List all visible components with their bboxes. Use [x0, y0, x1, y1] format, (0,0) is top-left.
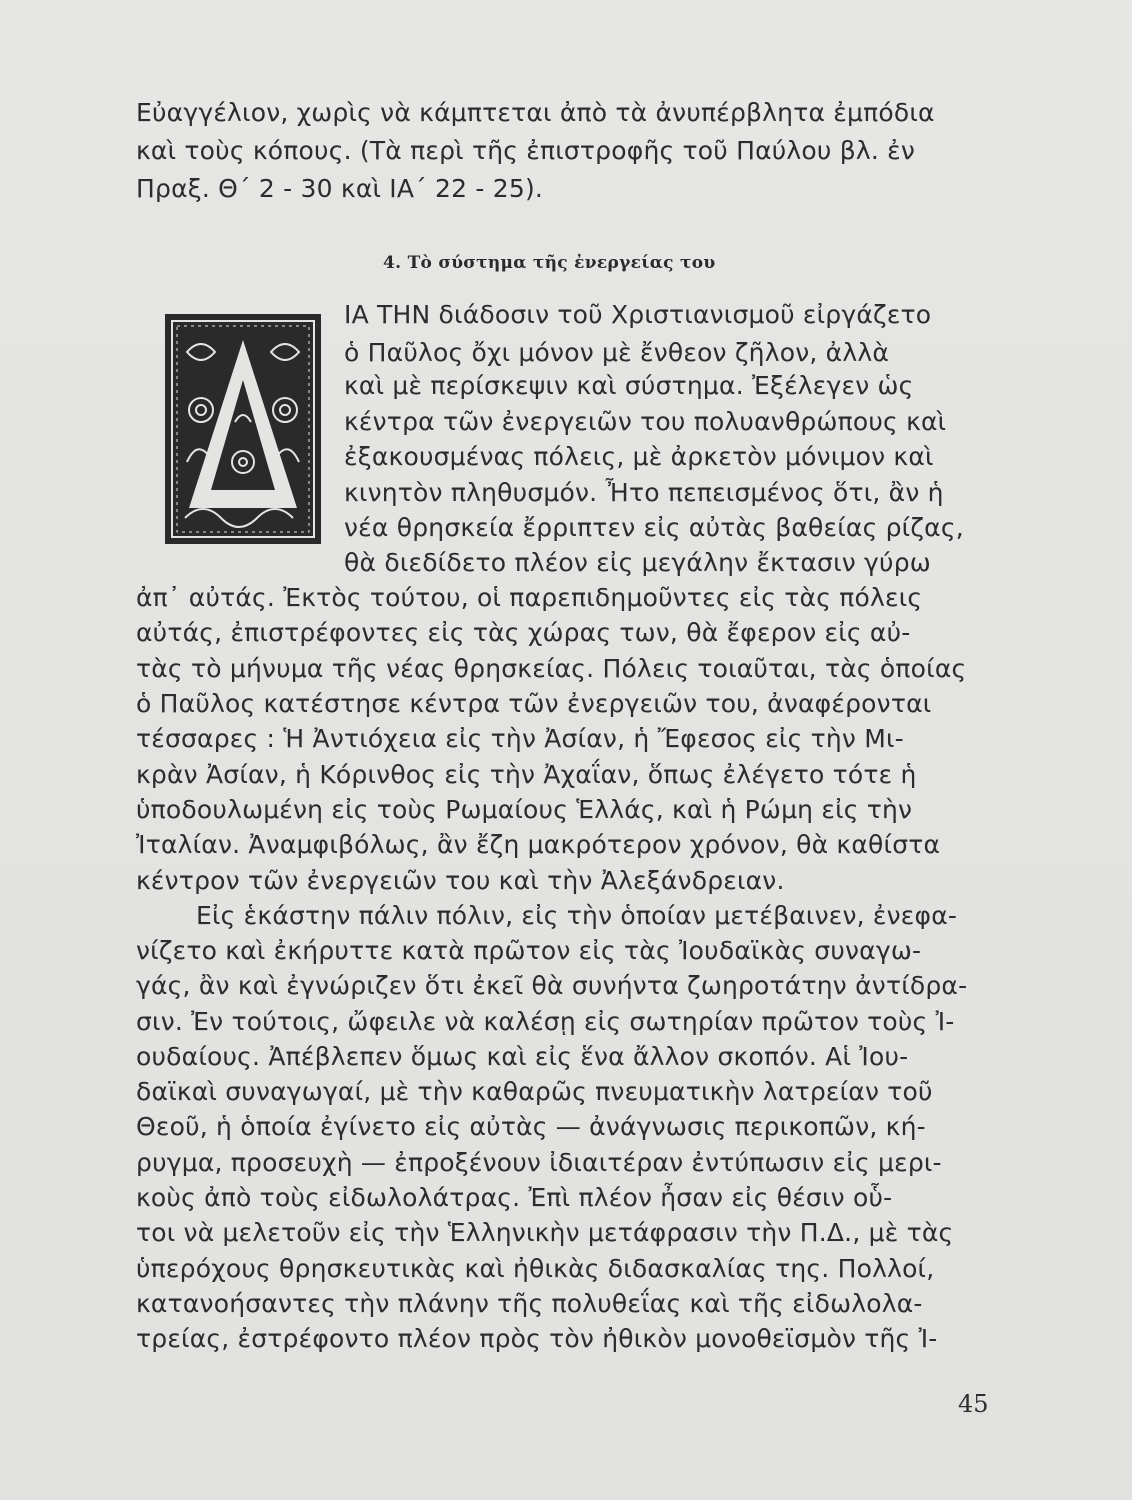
text-line: Εἰς ἑκάστην πάλιν πόλιν, εἰς τὴν ὁποίαν μετέβαινεν, ἐνεφα- — [196, 901, 958, 930]
text-line: καὶ μὲ περίσκεψιν καὶ σύστημα. Ἐξέλεγεν ὡς — [344, 371, 914, 400]
text-line: Ἰταλίαν. Ἀναμφιβόλως, ἂν ἔζη μακρότερον χρόνον, θὰ καθίστα — [136, 830, 941, 859]
text-line: ὁ Παῦλος ὄχι μόνον μὲ ἔνθεον ζῆλον, ἀλλὰ — [344, 338, 890, 367]
text-line: θὰ διεδίδετο πλέον εἰς μεγάλην ἔκτασιν γύρω — [344, 548, 931, 577]
text-line: δαϊκαὶ συναγωγαί, μὲ τὴν καθαρῶς πνευματικὴν λατρείαν τοῦ — [136, 1077, 933, 1106]
text-line: κρὰν Ἀσίαν, ἡ Κόρινθος εἰς τὴν Ἀχαΐαν, ὅπως ἐλέγετο τότε ἡ — [136, 760, 917, 789]
text-line: τὰς τὸ μήνυμα τῆς νέας θρησκείας. Πόλεις τοιαῦται, τὰς ὁποίας — [136, 654, 967, 683]
text-line: ἀπ᾽ αὐτάς. Ἐκτὸς τούτου, οἱ παρεπιδημοῦντες εἰς τὰς πόλεις — [136, 583, 923, 612]
text-line: κοὺς ἀπὸ τοὺς εἰδωλολάτρας. Ἐπὶ πλέον ἦσαν εἰς θέσιν οὗ- — [136, 1183, 893, 1212]
text-line: ΙΑ ΤΗΝ διάδοσιν τοῦ Χριστιανισμοῦ εἰργάζετο — [344, 300, 932, 329]
section-heading: 4. Τὸ σύστημα τῆς ἐνεργείας του — [383, 253, 716, 273]
text-line: κατανοήσαντες τὴν πλάνην τῆς πολυθεΐας καὶ τῆς εἰδωλολα- — [136, 1289, 923, 1318]
text-line: αὐτάς, ἐπιστρέφοντες εἰς τὰς χώρας των, θὰ ἔφερον εἰς αὐ- — [136, 618, 911, 647]
text-line: ουδαίους. Ἀπέβλεπεν ὅμως καὶ εἰς ἕνα ἄλλον σκοπόν. Αἱ Ἰου- — [136, 1042, 909, 1071]
text-line: τρείας, ἐστρέφοντο πλέον πρὸς τὸν ἠθικὸν μονοθεϊσμὸν τῆς Ἰ- — [136, 1324, 938, 1353]
text-line: τέσσαρες : Ἡ Ἀντιόχεια εἰς τὴν Ἀσίαν, ἡ Ἔφεσος εἰς τὴν Μι- — [136, 724, 904, 753]
text-line: ρυγμα, προσευχὴ — ἐπροξένουν ἰδιαιτέραν ἐντύπωσιν εἰς μερι- — [136, 1148, 942, 1177]
text-line: τοι νὰ μελετοῦν εἰς τὴν Ἑλληνικὴν μετάφρασιν τὴν Π.Δ., μὲ τὰς — [136, 1218, 954, 1247]
text-line: νέα θρησκεία ἔρριπτεν εἰς αὐτὰς βαθείας ρίζας, — [344, 513, 964, 542]
page-number: 45 — [958, 1390, 989, 1418]
text-line: κέντρα τῶν ἐνεργειῶν του πολυανθρώπους καὶ — [344, 407, 947, 436]
text-line: γάς, ἂν καὶ ἐγνώριζεν ὅτι ἐκεῖ θὰ συνήντα ζωηροτάτην ἀντίδρα- — [136, 971, 968, 1000]
text-line: Θεοῦ, ἡ ὁποία ἐγίνετο εἰς αὐτὰς — ἀνάγνωσις περικοπῶν, κή- — [136, 1112, 926, 1141]
text-line: ὑποδουλωμένη εἰς τοὺς Ρωμαίους Ἑλλάς, καὶ ἡ Ρώμη εἰς τὴν — [136, 795, 913, 824]
text-line: Πραξ. Θ΄ 2 - 30 καὶ ΙΑ΄ 22 - 25). — [136, 174, 544, 203]
text-line: κέντρον τῶν ἐνεργειῶν του καὶ τὴν Ἀλεξάνδρειαν. — [136, 866, 785, 895]
text-line: Εὐαγγέλιον, χωρὶς νὰ κάμπτεται ἀπὸ τὰ ἀνυπέρβλητα ἐμπόδια — [136, 98, 935, 127]
text-line: νίζετο καὶ ἐκήρυττε κατὰ πρῶτον εἰς τὰς Ἰουδαϊκὰς συναγω- — [136, 936, 922, 965]
text-line: κινητὸν πληθυσμόν. Ἦτο πεπεισμένος ὅτι, ἂν ἡ — [344, 478, 944, 507]
text-line: σιν. Ἐν τούτοις, ὤφειλε νὰ καλέσῃ εἰς σωτηρίαν πρῶτον τοὺς Ἰ- — [136, 1007, 955, 1036]
text-line: ὁ Παῦλος κατέστησε κέντρα τῶν ἐνεργειῶν του, ἀναφέρονται — [136, 689, 932, 718]
text-line: ὑπερόχους θρησκευτικὰς καὶ ἠθικὰς διδασκαλίας της. Πολλοί, — [136, 1254, 935, 1283]
text-line: καὶ τοὺς κόπους. (Τὰ περὶ τῆς ἐπιστροφῆς τοῦ Παύλου βλ. ἐν — [136, 136, 916, 165]
drop-cap-initial — [163, 312, 323, 546]
text-line: ἐξακουσμένας πόλεις, μὲ ἀρκετὸν μόνιμον καὶ — [344, 442, 934, 471]
